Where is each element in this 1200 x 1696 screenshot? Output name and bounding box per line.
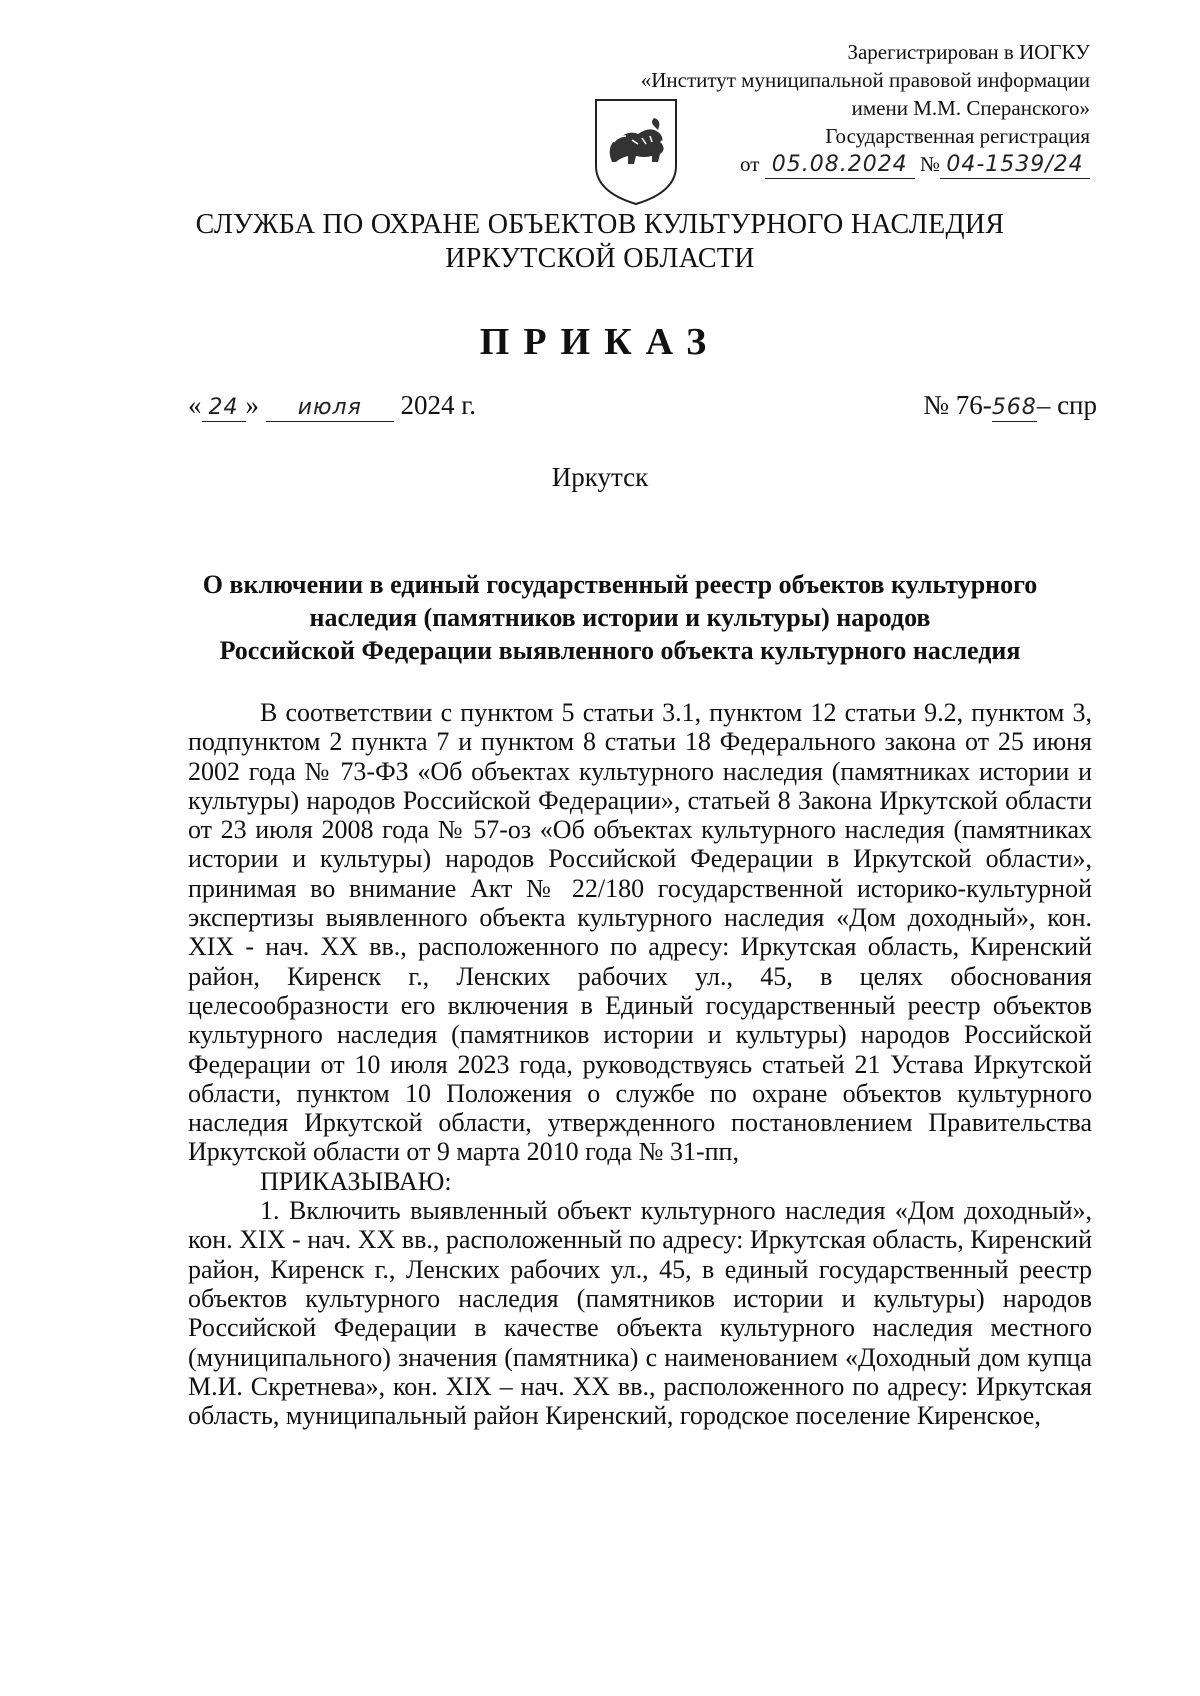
date-year: 2024 г. (400, 390, 477, 420)
city-name: Иркутск (551, 462, 649, 492)
registration-line-4: Государственная регистрация (825, 124, 1090, 148)
date-month: июля (266, 395, 394, 422)
order-date (188, 390, 476, 422)
registration-line-3: имени М.М. Сперанского» (851, 96, 1090, 120)
subject-line-2: наследия (памятников истории и культуры) народов (309, 603, 931, 632)
subject-line-3: Российской Федерации выявленного объекта культурного наследия (219, 636, 1021, 665)
document-type-title: ПРИКАЗ (479, 321, 721, 363)
date-close-quote: » (245, 390, 259, 420)
irkutsk-coat-of-arms-icon (592, 96, 680, 208)
registration-line-2: «Институт муниципальной правовой информации (640, 68, 1090, 92)
order-body (188, 698, 1092, 1430)
body-item-1: 1. Включить выявленный объект культурного наследия «Дом доходный», кон. XIX - нач. XX вв., расположенный по адресу: Иркутская область, Киренский район, Киренск г., Ленских рабочих ул., 45, в единый государственный реестр объектов культурного наследия (памятников истории и культуры) народов Российской Федерации в качестве объекта культурного наследия местного (муниципального) значения (памятника) с наименованием «Доходный дом купца М.И. Скретнева», кон. XIX – нач. XX вв., расположенного по адресу: Иркутская область, муниципальный район Киренский, городское поселение Киренское, (188, 1196, 1092, 1431)
order-word: ПРИКАЗЫВАЮ: (260, 1166, 452, 1196)
subject-line-1: О включении в единый государственный реестр объектов культурного (202, 570, 1038, 599)
order-number-suffix: – спр (1036, 390, 1097, 420)
organization-name-line-1: СЛУЖБА ПО ОХРАНЕ ОБЪЕКТОВ КУЛЬТУРНОГО НАСЛЕДИЯ (195, 209, 1005, 240)
order-subject (160, 568, 1080, 667)
order-number-handwritten: 568 (991, 395, 1037, 420)
registration-date-prefix: от (740, 152, 760, 176)
order-number-prefix: № 76- (923, 390, 992, 420)
registration-number-value: 04-1539/24 (940, 152, 1090, 179)
order-number (923, 390, 1097, 422)
registration-date-value: 05.08.2024 (765, 152, 915, 179)
registration-line-1: Зарегистрирован в ИОГКУ (847, 40, 1090, 64)
date-day: 24 (202, 395, 246, 422)
body-paragraph-1: В соответствии с пунктом 5 статьи 3.1, пунктом 12 статьи 9.2, пунктом 3, подпунктом 2 пункта 7 и пунктом 8 статьи 18 Федерального закона от 25 июня 2002 года № 73-ФЗ «Об объектах культурного наследия (памятниках истории и культуры) народов Российской Федерации», статьей 8 Закона Иркутской области от 23 июля 2008 года № 57-оз «Об объектах культурного наследия (памятниках истории и культуры) народов Российской Федерации в Иркутской области», принимая во внимание Акт № 22/180 государственной историко-культурной экспертизы выявленного объекта культурного наследия «Дом доходный», кон. XIX - нач. XX вв., расположенного по адресу: Иркутская область, Киренский район, Киренск г., Ленских рабочих ул., 45, в целях обоснования целесообразности его включения в Единый государственный реестр объектов культурного наследия (памятников истории и культуры) народов Российской Федерации от 10 июля 2023 года, руководствуясь статьей 21 Устава Иркутской области, пунктом 10 Положения о службе по охране объектов культурного наследия Иркутской области, утвержденного постановлением Правительства Иркутской области от 9 марта 2010 года № 31-пп, (188, 698, 1092, 1167)
registration-number-prefix: № (919, 152, 940, 176)
date-open-quote: « (188, 390, 202, 420)
organization-name-line-2: ИРКУТСКОЙ ОБЛАСТИ (445, 243, 755, 274)
